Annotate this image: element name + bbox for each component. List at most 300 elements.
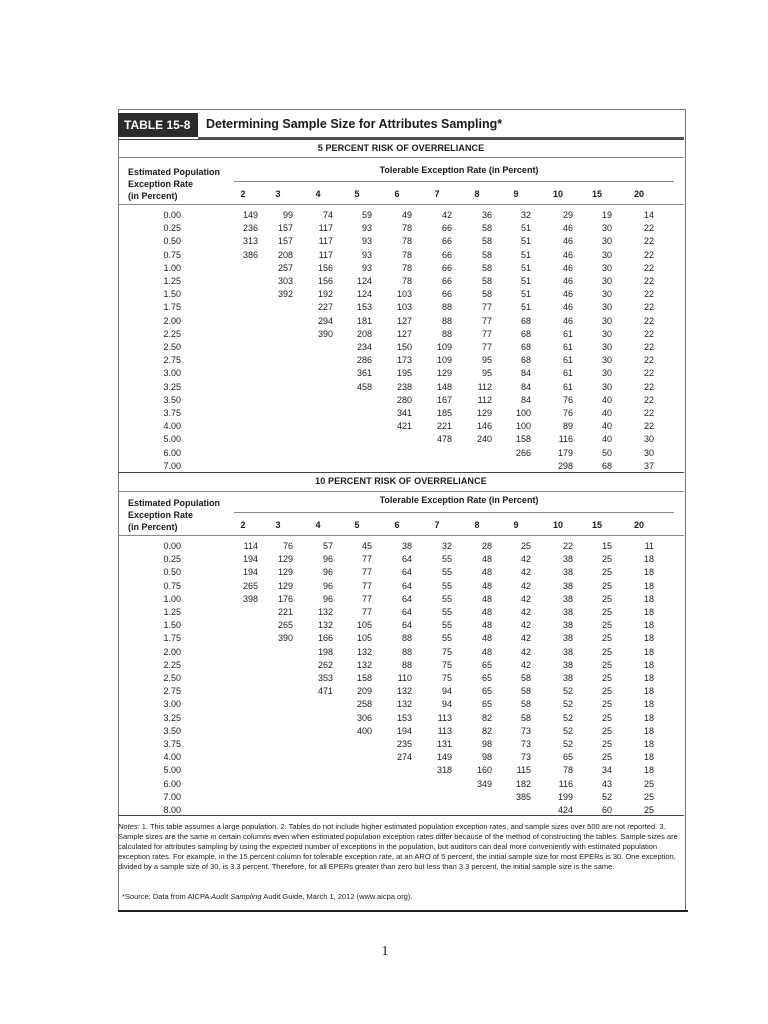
sample-size-cell: 46 xyxy=(562,302,573,313)
sample-size-cell: 160 xyxy=(476,765,492,776)
sample-size-cell: 38 xyxy=(562,567,573,578)
sample-size-cell: 74 xyxy=(322,210,333,220)
sample-size-cell: 82 xyxy=(481,725,492,736)
source-note xyxy=(122,892,682,902)
sample-size-cell: 38 xyxy=(562,633,573,644)
sample-size-cell: 55 xyxy=(441,620,452,631)
exception-rate-cell: 0.75 xyxy=(163,580,181,591)
exception-rate-cell: 3.25 xyxy=(163,712,181,723)
exception-rate-cell: 3.00 xyxy=(163,368,181,379)
exception-rate-cell: 2.75 xyxy=(163,355,181,366)
sample-size-cell: 64 xyxy=(401,554,412,565)
sample-size-cell: 132 xyxy=(356,646,372,657)
sample-size-cell: 22 xyxy=(643,249,654,260)
sample-size-cell: 398 xyxy=(242,593,258,604)
sample-size-cell: 341 xyxy=(396,408,412,418)
sample-size-cell: 38 xyxy=(562,620,573,631)
source-suffix: Audit Guide, March 1, 2012 (www.aicpa.org). xyxy=(261,892,413,901)
sample-size-cell: 58 xyxy=(481,289,492,300)
column-header: 20 xyxy=(633,520,644,530)
sample-size-cell: 361 xyxy=(356,368,372,379)
exception-rate-cell: 1.00 xyxy=(163,593,181,604)
exception-rate-cell: 2.00 xyxy=(163,646,181,657)
sample-size-cell: 22 xyxy=(643,315,654,326)
sample-size-cell: 18 xyxy=(643,607,654,617)
sample-size-cell: 76 xyxy=(562,394,573,405)
sample-size-cell: 25 xyxy=(520,541,531,551)
source-prefix: *Source: Data from AICPA xyxy=(122,892,212,901)
sample-size-cell: 22 xyxy=(643,342,654,352)
table-title: Determining Sample Size for Attributes Sampling* xyxy=(206,117,503,131)
sample-size-cell: 88 xyxy=(401,646,412,657)
sample-size-cell: 129 xyxy=(277,580,293,591)
sample-size-cell: 113 xyxy=(437,725,452,736)
sample-size-cell: 22 xyxy=(643,223,654,234)
sample-size-cell: 38 xyxy=(401,541,412,551)
sample-size-cell: 198 xyxy=(317,646,333,657)
sample-size-cell: 77 xyxy=(481,302,492,313)
sample-size-cell: 124 xyxy=(356,289,372,300)
sample-size-cell: 132 xyxy=(317,620,333,631)
sample-size-cell: 61 xyxy=(562,381,573,392)
sample-size-cell: 25 xyxy=(601,673,612,683)
exception-rate-cell: 2.25 xyxy=(163,328,181,339)
sample-size-cell: 30 xyxy=(643,447,654,458)
sample-size-cell: 78 xyxy=(401,276,412,286)
sample-size-cell: 194 xyxy=(396,725,412,736)
sample-size-cell: 46 xyxy=(562,315,573,326)
sample-size-cell: 64 xyxy=(401,567,412,578)
sample-size-cell: 153 xyxy=(396,712,412,723)
sample-size-cell: 52 xyxy=(562,739,573,749)
sample-size-cell: 221 xyxy=(277,607,293,617)
sample-size-cell: 45 xyxy=(361,541,372,551)
sample-size-cell: 25 xyxy=(601,633,612,644)
exception-rate-cell: 4.00 xyxy=(163,421,181,432)
sample-size-cell: 93 xyxy=(361,236,372,247)
sample-size-cell: 51 xyxy=(520,262,531,273)
sample-size-cell: 32 xyxy=(441,541,452,551)
sample-size-cell: 58 xyxy=(481,223,492,234)
sample-size-cell: 25 xyxy=(601,699,612,710)
sample-size-cell: 18 xyxy=(643,765,654,776)
sample-size-cell: 75 xyxy=(441,673,452,683)
sample-size-cell: 30 xyxy=(601,223,612,234)
sample-size-cell: 38 xyxy=(562,554,573,565)
sample-size-cell: 131 xyxy=(436,739,452,749)
sample-size-cell: 48 xyxy=(481,580,492,591)
sample-size-cell: 58 xyxy=(481,262,492,273)
sample-size-cell: 78 xyxy=(562,765,573,776)
sample-size-cell: 66 xyxy=(441,289,452,300)
sample-size-cell: 84 xyxy=(520,394,531,405)
exception-rate-cell: 3.75 xyxy=(163,408,181,418)
sample-size-cell: 58 xyxy=(481,249,492,260)
sample-size-cell: 68 xyxy=(520,355,531,366)
sample-size-cell: 96 xyxy=(322,593,333,604)
sample-size-cell: 84 xyxy=(520,368,531,379)
sample-size-cell: 471 xyxy=(317,686,333,697)
sample-size-cell: 22 xyxy=(643,368,654,379)
sample-size-cell: 77 xyxy=(361,554,372,565)
header-bottom-rule xyxy=(118,204,684,205)
column-header: 3 xyxy=(275,189,281,199)
sample-size-cell: 38 xyxy=(562,673,573,683)
section-title-rule xyxy=(118,491,684,492)
row-header-line: Estimated Population xyxy=(128,167,221,177)
exception-rate-cell: 0.25 xyxy=(163,554,181,565)
column-header: 20 xyxy=(633,189,644,199)
exception-rate-cell: 6.00 xyxy=(163,447,181,458)
sample-size-cell: 55 xyxy=(441,593,452,604)
sample-size-cell: 58 xyxy=(520,699,531,710)
notes-label: Notes: xyxy=(118,822,140,831)
sample-size-cell: 34 xyxy=(601,765,612,776)
sample-size-cell: 29 xyxy=(562,210,573,220)
exception-rate-cell: 3.00 xyxy=(163,699,181,710)
sample-size-cell: 98 xyxy=(481,752,492,763)
sample-size-cell: 18 xyxy=(643,752,654,763)
exception-rate-cell: 2.00 xyxy=(163,315,181,326)
sample-size-cell: 77 xyxy=(481,315,492,326)
sample-size-cell: 52 xyxy=(562,699,573,710)
sample-size-cell: 32 xyxy=(520,210,531,220)
sample-size-cell: 14 xyxy=(643,210,654,220)
exception-rate-cell: 2.50 xyxy=(163,673,181,683)
sample-size-cell: 50 xyxy=(601,447,612,458)
row-header-line: Exception Rate xyxy=(128,510,194,520)
table-notes xyxy=(118,822,680,872)
sample-size-cell: 103 xyxy=(396,289,412,300)
sample-size-cell: 30 xyxy=(601,302,612,313)
sample-size-cell: 99 xyxy=(282,210,293,220)
sample-size-cell: 46 xyxy=(562,236,573,247)
row-header-line: (in Percent) xyxy=(128,191,178,201)
sample-size-cell: 55 xyxy=(441,567,452,578)
sample-size-cell: 132 xyxy=(396,699,412,710)
sample-size-cell: 25 xyxy=(601,567,612,578)
sample-size-cell: 30 xyxy=(601,289,612,300)
exception-rate-cell: 6.00 xyxy=(163,778,181,789)
sample-size-cell: 109 xyxy=(436,342,452,352)
sample-size-cell: 94 xyxy=(441,686,452,697)
sample-size-cell: 61 xyxy=(562,368,573,379)
sample-size-cell: 22 xyxy=(643,276,654,286)
sample-size-cell: 266 xyxy=(515,447,531,458)
sample-size-cell: 192 xyxy=(317,289,333,300)
exception-rate-cell: 1.25 xyxy=(163,276,181,286)
sample-size-cell: 157 xyxy=(277,236,293,247)
sample-size-cell: 235 xyxy=(396,739,412,749)
sample-size-cell: 286 xyxy=(356,355,372,366)
sample-size-cell: 392 xyxy=(277,289,293,300)
sample-size-cell: 30 xyxy=(601,342,612,352)
exception-rate-cell: 3.50 xyxy=(163,394,181,405)
sample-size-cell: 117 xyxy=(318,223,333,234)
sample-size-cell: 240 xyxy=(476,434,492,445)
sample-size-cell: 25 xyxy=(601,554,612,565)
sample-size-cell: 132 xyxy=(356,659,372,670)
sample-size-cell: 98 xyxy=(481,739,492,749)
exception-rate-cell: 1.00 xyxy=(163,262,181,273)
sample-size-cell: 68 xyxy=(520,328,531,339)
sample-size-cell: 46 xyxy=(562,276,573,286)
sample-size-cell: 75 xyxy=(441,659,452,670)
sample-size-cell: 84 xyxy=(520,381,531,392)
column-header: 2 xyxy=(240,189,246,199)
sample-size-cell: 30 xyxy=(601,355,612,366)
sample-size-cell: 238 xyxy=(396,381,412,392)
sample-size-cell: 43 xyxy=(601,778,612,789)
sample-size-cell: 18 xyxy=(643,593,654,604)
sample-size-cell: 208 xyxy=(277,249,293,260)
sample-size-cell: 185 xyxy=(436,408,452,418)
sample-size-cell: 61 xyxy=(562,342,573,352)
sample-size-cell: 66 xyxy=(441,223,452,234)
section-title-rule xyxy=(118,157,684,158)
sample-size-cell: 73 xyxy=(520,739,531,749)
sample-size-cell: 18 xyxy=(643,686,654,697)
sample-size-cell: 19 xyxy=(601,210,612,220)
column-header: 9 xyxy=(513,520,519,530)
sample-size-cell: 124 xyxy=(356,276,372,286)
sample-size-cell: 78 xyxy=(401,249,412,260)
sample-size-cell: 48 xyxy=(481,633,492,644)
sample-size-cell: 18 xyxy=(643,554,654,565)
column-header: 4 xyxy=(315,520,321,530)
sample-size-cell: 55 xyxy=(441,633,452,644)
sample-size-cell: 105 xyxy=(356,620,372,631)
sample-size-cell: 22 xyxy=(643,262,654,273)
sample-size-cell: 88 xyxy=(441,328,452,339)
sample-size-cell: 93 xyxy=(361,223,372,234)
sample-size-cell: 82 xyxy=(481,712,492,723)
sample-size-cell: 127 xyxy=(396,328,412,339)
sample-size-cell: 22 xyxy=(643,421,654,432)
sample-size-cell: 166 xyxy=(317,633,333,644)
column-header: 6 xyxy=(394,520,400,530)
sample-size-cell: 48 xyxy=(481,646,492,657)
sample-size-cell: 88 xyxy=(401,659,412,670)
sample-size-cell: 18 xyxy=(643,699,654,710)
sample-size-cell: 94 xyxy=(441,699,452,710)
exception-rate-cell: 5.00 xyxy=(163,765,181,776)
sample-size-cell: 221 xyxy=(436,421,452,432)
sample-size-cell: 262 xyxy=(317,659,333,670)
sample-size-cell: 195 xyxy=(396,368,412,379)
sample-size-cell: 51 xyxy=(520,223,531,234)
row-header-line: (in Percent) xyxy=(128,522,178,532)
sample-size-cell: 48 xyxy=(481,620,492,631)
sample-size-cell: 30 xyxy=(601,249,612,260)
sample-size-cell: 349 xyxy=(476,778,492,789)
sample-size-cell: 274 xyxy=(396,752,412,763)
exception-rate-cell: 0.75 xyxy=(163,249,181,260)
sample-size-cell: 318 xyxy=(436,765,452,776)
sample-size-cell: 48 xyxy=(481,567,492,578)
sample-size-cell: 234 xyxy=(356,342,372,352)
sample-size-cell: 42 xyxy=(520,633,531,644)
sample-size-cell: 55 xyxy=(441,607,452,617)
sample-size-cell: 400 xyxy=(356,725,372,736)
sample-size-cell: 30 xyxy=(601,315,612,326)
sample-size-cell: 25 xyxy=(643,791,654,802)
tolerable-rule xyxy=(234,512,674,513)
column-header: 15 xyxy=(591,520,602,530)
sample-size-cell: 30 xyxy=(601,328,612,339)
sample-size-cell: 18 xyxy=(643,646,654,657)
sample-size-cell: 42 xyxy=(520,607,531,617)
sample-size-cell: 55 xyxy=(441,554,452,565)
sample-size-cell: 25 xyxy=(601,646,612,657)
exception-rate-cell: 1.75 xyxy=(163,302,181,313)
column-header: 2 xyxy=(240,520,246,530)
sample-size-cell: 18 xyxy=(643,673,654,683)
row-header-line: Exception Rate xyxy=(128,179,194,189)
sample-size-cell: 265 xyxy=(277,620,293,631)
sample-size-cell: 25 xyxy=(601,712,612,723)
sample-size-cell: 30 xyxy=(601,368,612,379)
sample-size-cell: 22 xyxy=(643,394,654,405)
sample-size-cell: 227 xyxy=(317,302,333,313)
sample-size-cell: 52 xyxy=(601,791,612,802)
sample-size-cell: 96 xyxy=(322,554,333,565)
sample-size-cell: 66 xyxy=(441,276,452,286)
sample-size-cell: 158 xyxy=(356,673,372,683)
sample-size-cell: 179 xyxy=(557,447,573,458)
header-bottom-rule xyxy=(118,535,684,536)
section-top-rule xyxy=(118,139,684,140)
sample-size-cell: 25 xyxy=(601,620,612,631)
sample-size-cell: 42 xyxy=(520,580,531,591)
column-header: 3 xyxy=(275,520,281,530)
sample-size-cell: 18 xyxy=(643,712,654,723)
sample-size-cell: 25 xyxy=(601,686,612,697)
sample-size-cell: 77 xyxy=(361,593,372,604)
sample-size-cell: 149 xyxy=(436,752,452,763)
exception-rate-cell: 3.25 xyxy=(163,381,181,392)
sample-size-cell: 36 xyxy=(481,210,492,220)
sample-size-cell: 77 xyxy=(361,607,372,617)
sample-size-cell: 25 xyxy=(643,805,654,815)
sample-size-cell: 52 xyxy=(562,686,573,697)
sample-size-cell: 112 xyxy=(477,394,492,405)
column-header: 4 xyxy=(315,189,321,199)
sample-size-cell: 157 xyxy=(277,223,293,234)
sample-size-cell: 30 xyxy=(601,381,612,392)
sample-size-cell: 458 xyxy=(356,381,372,392)
sample-size-cell: 38 xyxy=(562,580,573,591)
source-italic: Audit Sampling xyxy=(211,892,262,901)
sample-size-cell: 105 xyxy=(356,633,372,644)
sample-size-cell: 117 xyxy=(318,249,333,260)
page-number: 1 xyxy=(381,944,389,959)
sample-size-cell: 57 xyxy=(322,541,333,551)
sample-size-cell: 77 xyxy=(481,328,492,339)
sample-size-cell: 51 xyxy=(520,276,531,286)
sample-size-cell: 127 xyxy=(396,315,412,326)
sample-size-cell: 60 xyxy=(601,805,612,815)
exception-rate-cell: 1.25 xyxy=(163,607,181,617)
sample-size-cell: 22 xyxy=(643,408,654,418)
sample-size-cell: 132 xyxy=(317,607,333,617)
sample-size-cell: 25 xyxy=(601,580,612,591)
sample-size-cell: 30 xyxy=(601,276,612,286)
sample-size-cell: 110 xyxy=(397,673,412,683)
sample-size-cell: 95 xyxy=(481,355,492,366)
sample-size-cell: 208 xyxy=(356,328,372,339)
sample-size-cell: 150 xyxy=(396,342,412,352)
sample-size-cell: 298 xyxy=(557,460,573,471)
sample-size-cell: 25 xyxy=(601,607,612,617)
sample-size-cell: 51 xyxy=(520,302,531,313)
sample-size-cell: 61 xyxy=(562,355,573,366)
sample-size-cell: 113 xyxy=(437,712,452,723)
exception-rate-cell: 2.75 xyxy=(163,686,181,697)
sample-size-cell: 46 xyxy=(562,289,573,300)
sample-size-cell: 64 xyxy=(401,593,412,604)
table-bottom-rule xyxy=(118,815,684,816)
sample-size-cell: 76 xyxy=(562,408,573,418)
sample-size-cell: 52 xyxy=(562,725,573,736)
exception-rate-cell: 2.25 xyxy=(163,659,181,670)
sample-size-cell: 153 xyxy=(356,302,372,313)
exception-rate-cell: 3.75 xyxy=(163,739,181,749)
sample-size-cell: 30 xyxy=(601,236,612,247)
sample-size-cell: 129 xyxy=(277,567,293,578)
sample-size-cell: 22 xyxy=(643,381,654,392)
sample-size-cell: 280 xyxy=(396,394,412,405)
sample-size-cell: 88 xyxy=(401,633,412,644)
sample-size-cell: 73 xyxy=(520,725,531,736)
exception-rate-cell: 7.00 xyxy=(163,791,181,802)
sample-size-cell: 22 xyxy=(643,302,654,313)
sample-size-cell: 18 xyxy=(643,567,654,578)
exception-rate-cell: 0.50 xyxy=(163,567,181,578)
sample-size-cell: 55 xyxy=(441,580,452,591)
sample-size-cell: 65 xyxy=(481,673,492,683)
sample-size-cell: 306 xyxy=(356,712,372,723)
section-title: 5 PERCENT RISK OF OVERRELIANCE xyxy=(317,143,485,153)
sample-size-cell: 59 xyxy=(361,210,372,220)
row-header-line: Estimated Population xyxy=(128,498,221,508)
sample-size-cell: 25 xyxy=(601,752,612,763)
column-header: 9 xyxy=(513,189,519,199)
sample-size-cell: 294 xyxy=(317,315,333,326)
sample-size-cell: 42 xyxy=(520,620,531,631)
column-header: 5 xyxy=(354,189,360,199)
tolerable-rate-label: Tolerable Exception Rate (in Percent) xyxy=(379,495,539,505)
column-header: 6 xyxy=(394,189,400,199)
sample-size-cell: 73 xyxy=(520,752,531,763)
sample-size-cell: 51 xyxy=(520,249,531,260)
sample-size-cell: 77 xyxy=(481,342,492,352)
sample-size-cell: 199 xyxy=(557,791,573,802)
column-header: 5 xyxy=(354,520,360,530)
sample-size-cell: 22 xyxy=(643,289,654,300)
sample-size-cell: 129 xyxy=(476,408,492,418)
sample-size-cell: 38 xyxy=(562,659,573,670)
sample-size-cell: 265 xyxy=(242,580,258,591)
sample-size-cell: 88 xyxy=(441,302,452,313)
sample-size-cell: 176 xyxy=(277,593,293,604)
sample-size-cell: 25 xyxy=(601,739,612,749)
sample-size-cell: 66 xyxy=(441,236,452,247)
exception-rate-cell: 2.50 xyxy=(163,342,181,352)
column-header: 15 xyxy=(591,189,602,199)
sample-size-cell: 46 xyxy=(562,249,573,260)
sample-size-cell: 30 xyxy=(643,434,654,445)
